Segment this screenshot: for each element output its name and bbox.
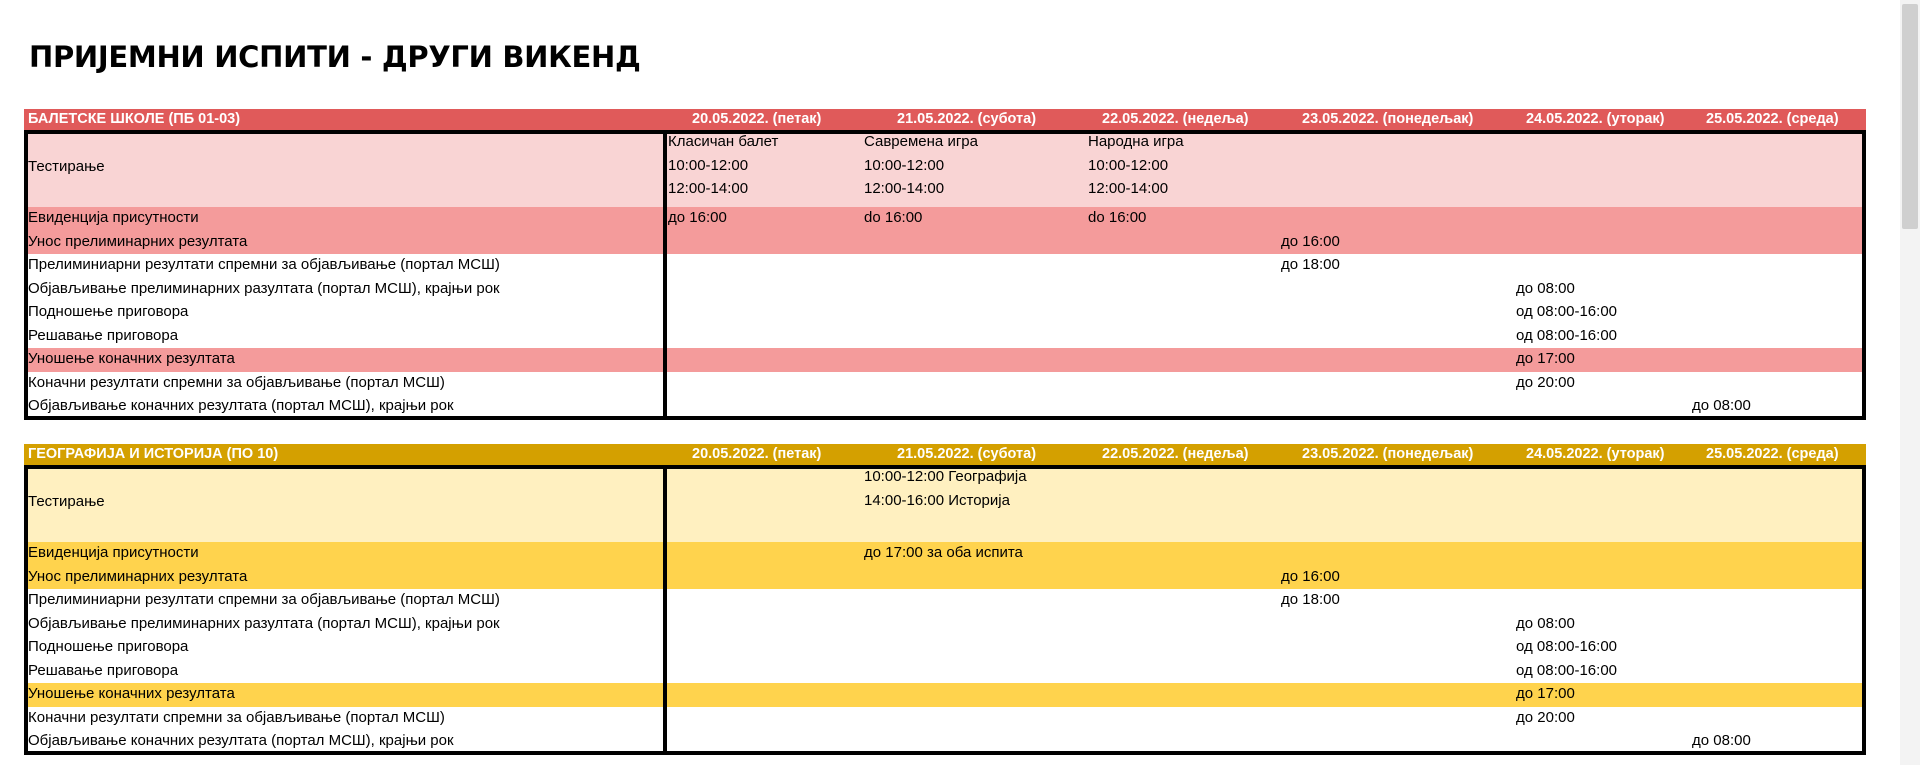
schedule-cell: до 16:00 bbox=[1281, 232, 1340, 250]
row-label: Тестирање bbox=[28, 493, 105, 510]
date-header: 20.05.2022. (петак) bbox=[692, 446, 822, 462]
table-row bbox=[24, 589, 1866, 613]
date-header: 20.05.2022. (петак) bbox=[692, 111, 822, 127]
schedule-cell: do 16:00 bbox=[1088, 209, 1147, 226]
schedule-cell: до 18:00 bbox=[1281, 256, 1340, 273]
cell-line: 10:00-12:00 bbox=[668, 156, 749, 174]
page-title: ПРИЈЕМНИ ИСПИТИ - ДРУГИ ВИКЕНД bbox=[29, 40, 641, 74]
table-row bbox=[24, 566, 1866, 590]
schedule-cell bbox=[1088, 130, 1184, 201]
schedule-cell: од 08:00-16:00 bbox=[1516, 661, 1618, 679]
schedule-cell: до 16:00 bbox=[1281, 567, 1340, 585]
schedule-cell: до 20:00 bbox=[1516, 373, 1575, 391]
row-label: Објављивање прелиминарних разултата (портал МСШ), крајњи рок bbox=[28, 614, 500, 632]
table-header bbox=[24, 109, 1866, 130]
row-label: Прелиминиарни резултати спремни за објављивање (портал МСШ) bbox=[28, 591, 500, 608]
table-header bbox=[24, 444, 1866, 465]
date-header: 25.05.2022. (среда) bbox=[1706, 111, 1839, 127]
date-header: 22.05.2022. (недеља) bbox=[1102, 446, 1249, 462]
cell-line: 10:00-12:00 Географија bbox=[864, 468, 1027, 485]
row-label: Прелиминиарни резултати спремни за објављивање (портал МСШ) bbox=[28, 256, 500, 273]
scrollbar-thumb[interactable] bbox=[1902, 4, 1918, 229]
schedule-cell: до 16:00 bbox=[668, 209, 727, 226]
table-body bbox=[24, 130, 1866, 420]
table-row bbox=[24, 683, 1866, 707]
schedule-cell: до 20:00 bbox=[1516, 708, 1575, 726]
row-label: Објављивање прелиминарних разултата (портал МСШ), крајњи рок bbox=[28, 279, 500, 297]
row-label: Евиденција присутности bbox=[28, 209, 199, 226]
schedule-cell: до 17:00 за оба испита bbox=[864, 544, 1023, 561]
table-row bbox=[24, 278, 1866, 302]
cell-line: Савремена игра bbox=[864, 133, 978, 150]
schedule-cell: до 08:00 bbox=[1516, 614, 1575, 632]
row-label: Унос прелиминарних резултата bbox=[28, 232, 248, 250]
ballet-schedule-table bbox=[24, 109, 1866, 420]
cell-line: 12:00-14:00 bbox=[1088, 180, 1169, 197]
row-label: Објављивање коначних резултата (портал МСШ), крајњи рок bbox=[28, 732, 454, 749]
schedule-cell: do 16:00 bbox=[864, 209, 923, 226]
schedule-cell: до 17:00 bbox=[1516, 350, 1575, 367]
table-row bbox=[24, 707, 1866, 731]
date-header: 24.05.2022. (уторак) bbox=[1526, 446, 1665, 462]
row-label: Коначни резултати спремни за објављивање (портал МСШ) bbox=[28, 373, 445, 391]
row-label: Уношење коначних резултата bbox=[28, 685, 235, 702]
section-name: ГЕОГРАФИЈА И ИСТОРИЈА (ПО 10) bbox=[28, 446, 279, 462]
row-label: Тестирање bbox=[28, 158, 105, 175]
table-row bbox=[24, 660, 1866, 684]
date-header: 21.05.2022. (субота) bbox=[897, 446, 1037, 462]
date-header: 22.05.2022. (недеља) bbox=[1102, 111, 1249, 127]
row-label: Објављивање коначних резултата (портал МСШ), крајњи рок bbox=[28, 397, 454, 414]
table-row bbox=[24, 636, 1866, 660]
row-label: Подношење приговора bbox=[28, 638, 189, 655]
table-row bbox=[24, 325, 1866, 349]
row-label: Подношење приговора bbox=[28, 303, 189, 320]
vertical-scrollbar[interactable] bbox=[1900, 0, 1920, 765]
date-header: 24.05.2022. (уторак) bbox=[1526, 111, 1665, 127]
schedule-cell bbox=[668, 130, 778, 201]
cell-line: Класичан балет bbox=[668, 133, 779, 150]
table-row bbox=[24, 465, 1866, 542]
table-row bbox=[24, 130, 1866, 207]
table-row bbox=[24, 730, 1866, 755]
schedule-cell bbox=[864, 465, 1027, 512]
row-label: Решавање приговора bbox=[28, 661, 179, 679]
table-row bbox=[24, 348, 1866, 372]
schedule-cell: до 08:00 bbox=[1516, 279, 1575, 297]
schedule-cell: до 18:00 bbox=[1281, 591, 1340, 608]
schedule-cell: до 17:00 bbox=[1516, 685, 1575, 702]
table-row bbox=[24, 395, 1866, 420]
date-header: 23.05.2022. (понедељак) bbox=[1302, 446, 1474, 462]
table-row bbox=[24, 254, 1866, 278]
schedule-cell: од 08:00-16:00 bbox=[1516, 303, 1618, 320]
cell-line: 12:00-14:00 bbox=[864, 180, 945, 197]
table-row bbox=[24, 301, 1866, 325]
row-label: Решавање приговора bbox=[28, 326, 179, 344]
schedule-cell: од 08:00-16:00 bbox=[1516, 326, 1618, 344]
section-name: БАЛЕТСКЕ ШКОЛЕ (ПБ 01-03) bbox=[28, 111, 241, 127]
schedule-cell: од 08:00-16:00 bbox=[1516, 638, 1618, 655]
date-header: 25.05.2022. (среда) bbox=[1706, 446, 1839, 462]
cell-line: 12:00-14:00 bbox=[668, 180, 749, 197]
table-body bbox=[24, 465, 1866, 755]
column-divider bbox=[663, 130, 667, 420]
table-row bbox=[24, 613, 1866, 637]
geography-history-schedule-table bbox=[24, 444, 1866, 755]
date-header: 23.05.2022. (понедељак) bbox=[1302, 111, 1474, 127]
row-label: Унос прелиминарних резултата bbox=[28, 567, 248, 585]
row-label: Уношење коначних резултата bbox=[28, 350, 235, 367]
cell-line: 10:00-12:00 bbox=[864, 156, 945, 174]
schedule-cell: до 08:00 bbox=[1692, 732, 1751, 749]
cell-line: 10:00-12:00 bbox=[1088, 156, 1169, 174]
table-row bbox=[24, 542, 1866, 566]
column-divider bbox=[663, 465, 667, 755]
table-row bbox=[24, 372, 1866, 396]
schedule-cell bbox=[864, 130, 978, 201]
cell-line: Народна игра bbox=[1088, 133, 1184, 150]
date-header: 21.05.2022. (субота) bbox=[897, 111, 1037, 127]
table-row bbox=[24, 207, 1866, 231]
row-label: Евиденција присутности bbox=[28, 544, 199, 561]
table-row bbox=[24, 231, 1866, 255]
row-label: Коначни резултати спремни за објављивање (портал МСШ) bbox=[28, 708, 445, 726]
cell-line: 14:00-16:00 Историја bbox=[864, 491, 1010, 509]
schedule-cell: до 08:00 bbox=[1692, 397, 1751, 414]
